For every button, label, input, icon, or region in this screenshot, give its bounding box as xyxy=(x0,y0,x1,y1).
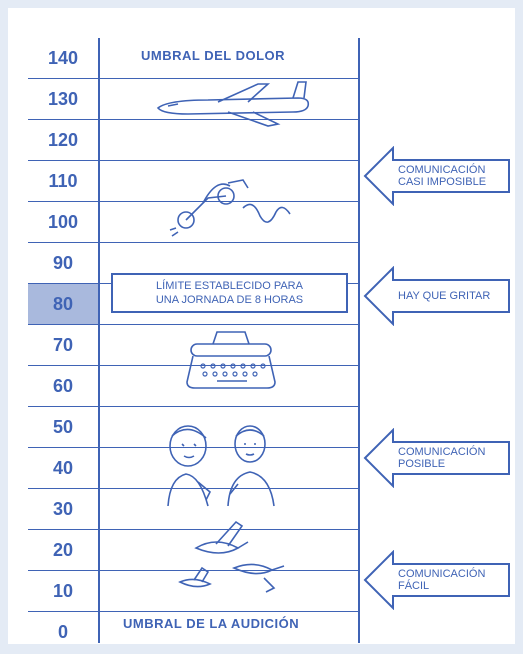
decibel-level-label: 130 xyxy=(47,88,79,109)
decibel-level-label: 140 xyxy=(47,47,79,68)
limit-line-2: UNA JORNADA DE 8 HORAS xyxy=(155,294,304,306)
decibel-level-label: 90 xyxy=(52,252,74,273)
arrow-label-line-1: HAY QUE GRITAR xyxy=(398,290,491,302)
airplane-illustration xyxy=(148,80,318,130)
motorcycle-illustration xyxy=(168,168,298,238)
birds-illustration xyxy=(176,518,291,596)
decibel-scale-figure xyxy=(8,8,515,644)
arrow-label-line-1: COMUNICACIÓN xyxy=(398,164,486,176)
limit-line-1: LÍMITE ESTABLECIDO PARA xyxy=(156,280,303,292)
decibel-level-label: 20 xyxy=(52,539,74,560)
arrow-label-hay-que-gritar xyxy=(398,290,490,302)
scale-right-border xyxy=(358,38,360,643)
pain-threshold-label: UMBRAL DEL DOLOR xyxy=(141,48,286,63)
decibel-level-label: 120 xyxy=(47,129,79,150)
arrow-label-line-2: POSIBLE xyxy=(398,458,446,470)
decibel-level-label: 50 xyxy=(52,416,74,437)
decibel-level-label: 40 xyxy=(52,457,74,478)
arrow-label-facil xyxy=(398,568,485,592)
decibel-level-label: 80 xyxy=(28,284,98,324)
arrow-label-line-2: CASI IMPOSIBLE xyxy=(398,176,487,188)
arrow-label-line-2: FÁCIL xyxy=(398,580,430,592)
decibel-level-label: 10 xyxy=(52,580,74,601)
decibel-level-label: 110 xyxy=(48,170,78,191)
hearing-threshold-label: UMBRAL DE LA AUDICIÓN xyxy=(123,616,300,631)
arrow-label-line-1: COMUNICACIÓN xyxy=(398,446,486,458)
decibel-level-label: 0 xyxy=(57,621,68,642)
arrow-label-casi-imposible xyxy=(398,164,486,188)
arrow-label-posible xyxy=(398,446,485,470)
decibel-level-label: 100 xyxy=(47,211,79,232)
decibel-level-label: 60 xyxy=(52,375,74,396)
arrow-label-line-1: COMUNICACIÓN xyxy=(398,568,486,580)
eight-hour-limit-box xyxy=(111,273,348,313)
people-talking-illustration xyxy=(158,422,283,510)
decibel-level-label: 30 xyxy=(52,498,74,519)
decibel-level-label: 70 xyxy=(52,334,74,355)
typewriter-illustration xyxy=(183,330,283,392)
